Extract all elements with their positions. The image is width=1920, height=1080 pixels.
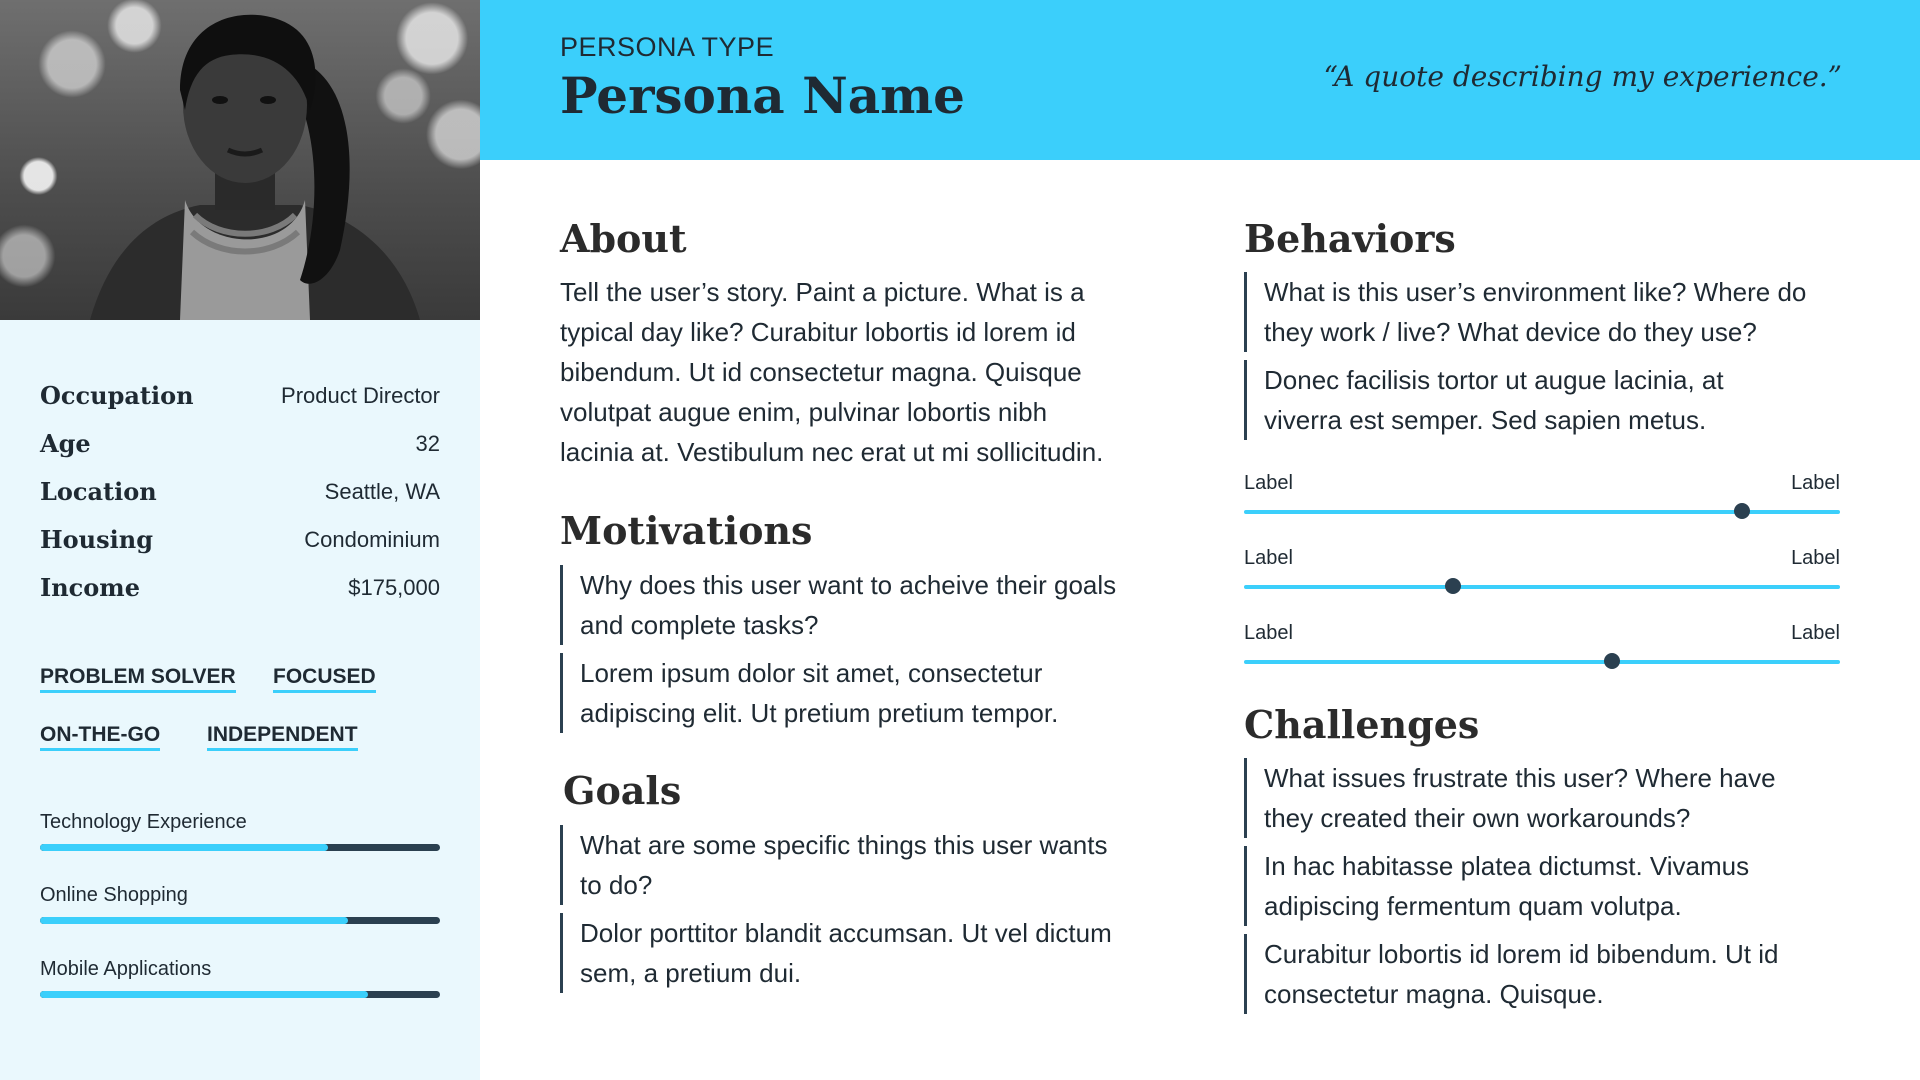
meter-label: Online Shopping <box>40 884 188 906</box>
meter-track <box>40 991 440 998</box>
about-line: bibendum. Ut id consectetur magna. Quisque <box>560 357 1082 387</box>
goal-item <box>560 913 1180 993</box>
fact-label: Income <box>40 573 140 602</box>
fact-value: 32 <box>415 431 440 456</box>
bullet-line: Why does this user want to acheive their goals <box>580 570 1117 600</box>
motivation-item <box>560 565 1180 645</box>
motivation-item <box>560 653 1180 733</box>
persona-quote: “A quote describing my experience.” <box>1323 60 1842 93</box>
meter-fill <box>40 917 348 924</box>
slider-right-label: Label <box>1791 547 1840 569</box>
challenge-item <box>1244 934 1860 1014</box>
about-title: About <box>560 216 687 261</box>
slider-left-label: Label <box>1244 622 1293 644</box>
trait-tag: PROBLEM SOLVER <box>40 665 236 693</box>
fact-label: Housing <box>40 525 153 554</box>
trait-tag: FOCUSED <box>273 665 376 693</box>
bullet-line: consectetur magna. Quisque. <box>1264 979 1604 1009</box>
slider-handle[interactable] <box>1604 653 1620 669</box>
bullet-line: they work / live? What device do they use? <box>1264 317 1757 347</box>
goals-title: Goals <box>563 768 682 813</box>
behavior-item <box>1244 272 1860 352</box>
fact-housing <box>40 525 440 565</box>
slider-labels <box>1244 547 1840 573</box>
meter-track <box>40 844 440 851</box>
slider-labels <box>1244 472 1840 498</box>
persona-header <box>480 0 1920 160</box>
behavior-slider[interactable] <box>1244 472 1840 514</box>
bullet-line: Curabitur lobortis id lorem id bibendum. Ut id <box>1264 939 1779 969</box>
behavior-slider[interactable] <box>1244 547 1840 589</box>
slider-labels <box>1244 622 1840 648</box>
slider-handle[interactable] <box>1734 503 1750 519</box>
motivations-title: Motivations <box>560 508 813 553</box>
about-line: volutpat augue enim, pulvinar lobortis nibh <box>560 397 1048 427</box>
trait-tag: INDEPENDENT <box>207 723 358 751</box>
challenge-item <box>1244 758 1860 838</box>
persona-photo <box>0 0 480 320</box>
slider-right-label: Label <box>1791 472 1840 494</box>
meter-fill <box>40 844 328 851</box>
fact-label: Age <box>40 429 91 458</box>
bullet-line: What are some specific things this user wants <box>580 830 1108 860</box>
fact-age <box>40 429 440 469</box>
behaviors-title: Behaviors <box>1244 216 1456 261</box>
behavior-item <box>1244 360 1860 440</box>
bullet-line: Donec facilisis tortor ut augue lacinia, at <box>1264 365 1724 395</box>
meter-mobile-applications <box>40 958 440 998</box>
fact-value: Seattle, WA <box>324 479 440 504</box>
meter-label: Technology Experience <box>40 811 247 833</box>
about-line: lacinia at. Vestibulum nec erat ut mi sollicitudin. <box>560 437 1104 467</box>
bullet-line: to do? <box>580 870 653 900</box>
bullet-line: In hac habitasse platea dictumst. Vivamus <box>1264 851 1750 881</box>
profile-panel <box>0 0 480 1080</box>
bullet-line: What issues frustrate this user? Where have <box>1264 763 1776 793</box>
meter-online-shopping <box>40 884 440 924</box>
meter-technology-experience <box>40 811 440 851</box>
challenge-item <box>1244 846 1860 926</box>
bullet-line: What is this user’s environment like? Where do <box>1264 277 1807 307</box>
slider-track[interactable] <box>1244 510 1840 514</box>
meter-track <box>40 917 440 924</box>
slider-track[interactable] <box>1244 585 1840 589</box>
bullet-line: and complete tasks? <box>580 610 819 640</box>
slider-track[interactable] <box>1244 660 1840 664</box>
fact-income <box>40 573 440 613</box>
slider-left-label: Label <box>1244 547 1293 569</box>
about-line: typical day like? Curabitur lobortis id lorem id <box>560 317 1076 347</box>
bullet-line: they created their own workarounds? <box>1264 803 1691 833</box>
slider-right-label: Label <box>1791 622 1840 644</box>
fact-value: $175,000 <box>348 575 440 600</box>
persona-name: Persona Name <box>560 66 965 125</box>
bullet-line: sem, a pretium dui. <box>580 958 802 988</box>
fact-location <box>40 477 440 517</box>
meter-label: Mobile Applications <box>40 958 212 980</box>
persona-type: PERSONA TYPE <box>560 32 775 62</box>
bullet-line: adipiscing elit. Ut pretium pretium tempor. <box>580 698 1059 728</box>
slider-handle[interactable] <box>1445 578 1461 594</box>
fact-label: Location <box>40 477 157 506</box>
bullet-line: adipiscing fermentum quam volutpa. <box>1264 891 1682 921</box>
meter-fill <box>40 991 368 998</box>
about-line: Tell the user’s story. Paint a picture. What is a <box>560 277 1085 307</box>
bullet-line: Dolor porttitor blandit accumsan. Ut vel dictum <box>580 918 1112 948</box>
fact-value: Product Director <box>281 383 440 408</box>
fact-value: Condominium <box>304 527 440 552</box>
behavior-slider[interactable] <box>1244 622 1840 664</box>
about-text <box>560 272 1160 472</box>
bullet-line: Lorem ipsum dolor sit amet, consectetur <box>580 658 1043 688</box>
challenges-title: Challenges <box>1244 702 1480 747</box>
bullet-line: viverra est semper. Sed sapien metus. <box>1264 405 1707 435</box>
slider-left-label: Label <box>1244 472 1293 494</box>
fact-occupation <box>40 381 440 421</box>
goal-item <box>560 825 1180 905</box>
fact-label: Occupation <box>40 381 194 410</box>
trait-tag: ON-THE-GO <box>40 723 160 751</box>
